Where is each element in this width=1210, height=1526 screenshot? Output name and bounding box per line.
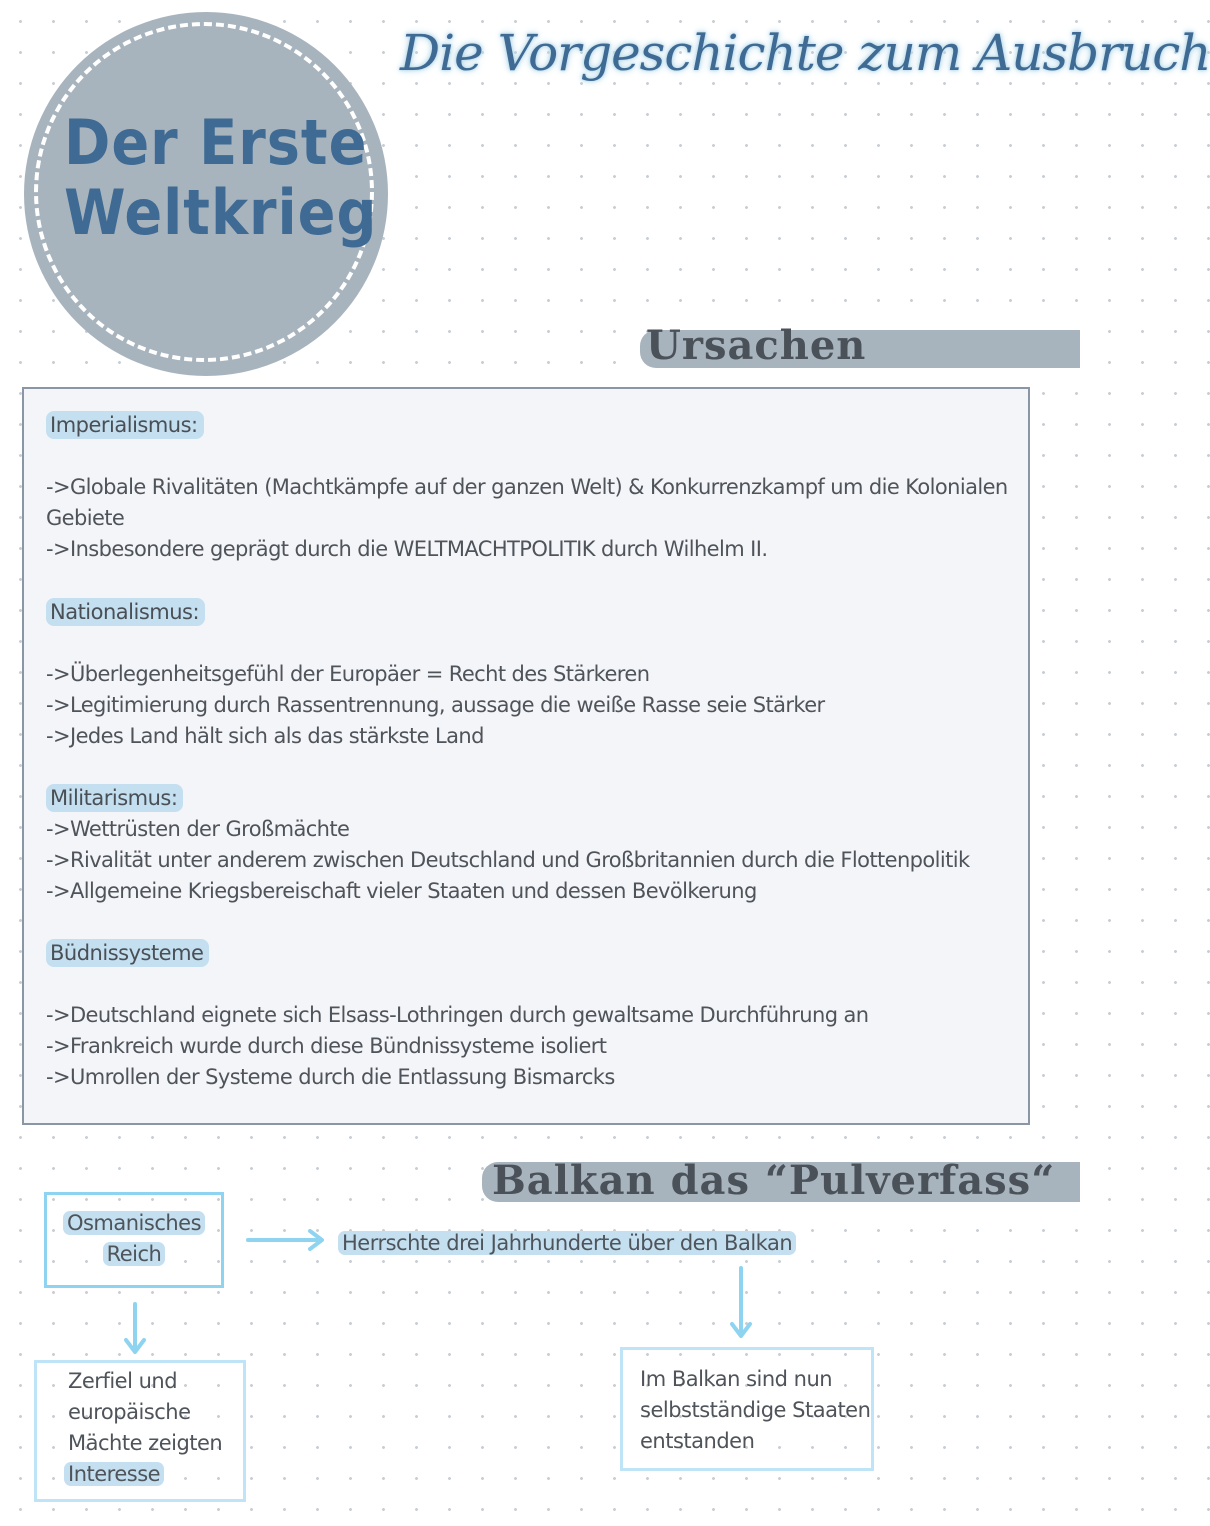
heading-nationalismus: Nationalismus: bbox=[46, 598, 205, 626]
line-nationalismus-3: ->Jedes Land hält sich als das stärkste Land bbox=[46, 724, 484, 748]
osman-line1: Osmanisches bbox=[63, 1211, 205, 1235]
heading-buendnissysteme: Büdnissysteme bbox=[46, 939, 209, 967]
ruled-statement bbox=[338, 1228, 796, 1259]
balkan-title: Balkan das “Pulverfass“ bbox=[492, 1157, 1056, 1204]
zerfiel-line1: Zerfiel und bbox=[68, 1369, 178, 1393]
zerfiel-text bbox=[68, 1366, 222, 1490]
line-nationalismus-2: ->Legitimierung durch Rassentrennung, aussage die weiße Rasse seie Stärker bbox=[46, 693, 825, 717]
zerfiel-line3: Mächte zeigten bbox=[68, 1431, 223, 1455]
badge-title bbox=[64, 106, 378, 249]
arrow-right-icon bbox=[246, 1228, 330, 1252]
zerfiel-line2: europäische bbox=[68, 1400, 191, 1424]
osman-text bbox=[46, 1208, 222, 1270]
line-militarismus-2: ->Rivalität unter anderem zwischen Deutschland und Großbritannien durch die Flottenpolitik bbox=[46, 848, 970, 872]
ursachen-title: Ursachen bbox=[646, 322, 867, 369]
badge-title-line2: Weltkrieg bbox=[64, 176, 378, 249]
line-buendnissysteme-1: ->Deutschland eignete sich Elsass-Lothringen durch gewaltsame Durchführung an bbox=[46, 1003, 869, 1027]
line-militarismus-1: ->Wettrüsten der Großmächte bbox=[46, 817, 350, 841]
line-nationalismus-1: ->Überlegenheitsgefühl der Europäer = Recht des Stärkeren bbox=[46, 662, 650, 686]
line-imperialismus-1: ->Globale Rivalitäten (Machtkämpfe auf der ganzen Welt) & Konkurrenzkampf um die Kolonialen bbox=[46, 475, 1008, 499]
staaten-text bbox=[640, 1364, 870, 1457]
page-title: Die Vorgeschichte zum Ausbruch bbox=[400, 24, 1210, 82]
ruled-text: Herrschte drei Jahrhunderte über den Balkan bbox=[338, 1231, 796, 1255]
line-buendnissysteme-2: ->Frankreich wurde durch diese Bündnissysteme isoliert bbox=[46, 1034, 607, 1058]
line-militarismus-3: ->Allgemeine Kriegsbereischaft vieler Staaten und dessen Bevölkerung bbox=[46, 879, 757, 903]
line-imperialismus-2: Gebiete bbox=[46, 506, 125, 530]
osman-line2: Reich bbox=[103, 1242, 166, 1266]
heading-imperialismus: Imperialismus: bbox=[46, 411, 204, 439]
staaten-line3: entstanden bbox=[640, 1429, 755, 1453]
badge-title-line1: Der Erste bbox=[64, 106, 368, 179]
staaten-line2: selbstständige Staaten bbox=[640, 1398, 871, 1422]
line-buendnissysteme-3: ->Umrollen der Systeme durch die Entlassung Bismarcks bbox=[46, 1065, 615, 1089]
arrow-down-left-icon bbox=[122, 1300, 148, 1358]
zerfiel-line4: Interesse bbox=[64, 1462, 164, 1486]
arrow-down-right-icon bbox=[728, 1264, 754, 1342]
line-imperialismus-3: ->Insbesondere geprägt durch die WELTMACHTPOLITIK durch Wilhelm II. bbox=[46, 537, 768, 561]
heading-militarismus: Militarismus: bbox=[46, 784, 183, 812]
staaten-line1: Im Balkan sind nun bbox=[640, 1367, 833, 1391]
ursachen-box bbox=[22, 387, 1030, 1125]
